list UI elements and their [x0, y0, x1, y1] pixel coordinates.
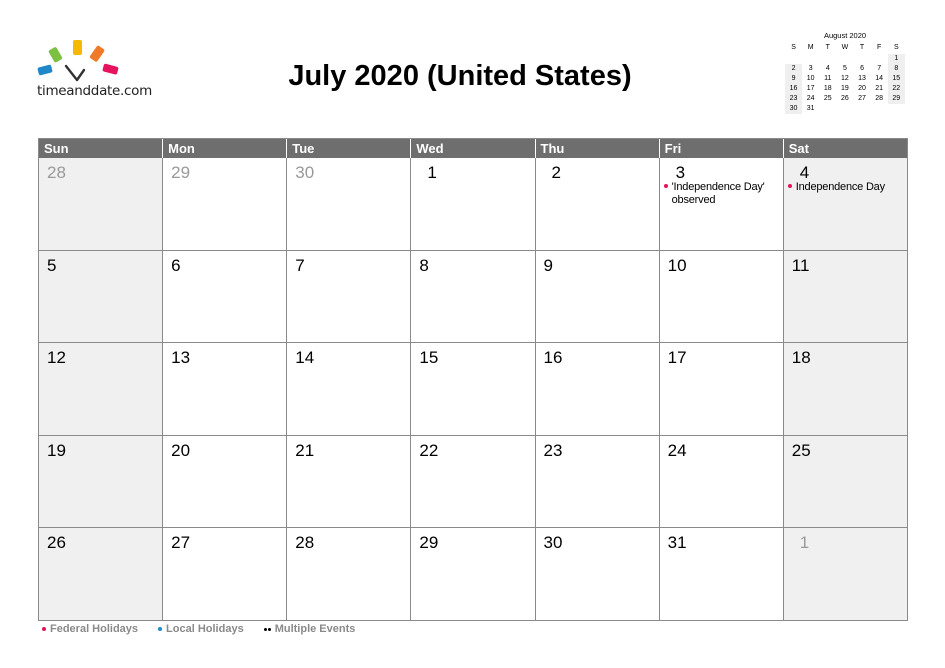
day-number: 25	[791, 440, 811, 460]
day-number: 24	[667, 440, 687, 460]
day-number: 1	[799, 533, 810, 553]
holiday-label: Independence Day	[795, 181, 885, 193]
federal-holiday-dot-icon	[664, 184, 668, 188]
mini-day: 19	[841, 85, 849, 92]
mini-calendar	[785, 30, 905, 114]
day-cell[interactable]	[660, 343, 784, 436]
day-cell[interactable]	[536, 158, 660, 251]
mini-day: 26	[841, 95, 849, 102]
day-cell[interactable]	[163, 158, 287, 251]
day-cell[interactable]	[411, 343, 535, 436]
mini-day: 31	[806, 105, 815, 112]
weekday-header-sat: Sat	[784, 139, 908, 158]
mini-day: 22	[888, 84, 905, 94]
day-number: 28	[47, 163, 66, 182]
day-cell[interactable]	[536, 343, 660, 436]
mini-weekday-label: S	[893, 44, 899, 51]
mini-day: 5	[842, 65, 847, 72]
day-cell[interactable]	[411, 251, 535, 344]
mini-day: 24	[806, 95, 815, 102]
weekday-header-wed: Wed	[411, 139, 535, 158]
day-cell[interactable]	[39, 158, 163, 251]
day-number: 11	[791, 255, 810, 275]
day-cell[interactable]	[784, 528, 908, 621]
day-number: 10	[667, 255, 687, 275]
mini-day	[854, 104, 871, 114]
day-cell[interactable]	[411, 528, 535, 621]
day-number: 18	[791, 348, 811, 368]
day-number: 12	[47, 348, 66, 368]
mini-day: 21	[875, 85, 884, 92]
day-number: 3	[675, 163, 686, 182]
legend	[42, 623, 355, 635]
day-cell[interactable]	[163, 343, 287, 436]
day-cell[interactable]	[660, 436, 784, 529]
day-number: 4	[799, 163, 810, 182]
mini-day: 11	[824, 75, 832, 82]
day-cell[interactable]	[287, 343, 411, 436]
calendar-grid	[39, 158, 908, 621]
weekday-header-tue: Tue	[287, 139, 411, 158]
day-number: 29	[419, 533, 439, 553]
day-cell[interactable]	[660, 158, 784, 251]
mini-day: 10	[806, 75, 815, 82]
day-events	[788, 181, 903, 194]
page-title: July 2020 (United States)	[288, 60, 632, 92]
day-number: 2	[551, 163, 561, 182]
day-cell[interactable]	[39, 528, 163, 621]
day-cell[interactable]	[411, 158, 535, 251]
multiple-dots-icon	[264, 628, 271, 631]
mini-weekday-label: T	[859, 44, 865, 51]
day-cell[interactable]	[287, 528, 411, 621]
day-number: 9	[543, 255, 553, 275]
mini-day: 18	[823, 85, 832, 92]
mini-day: 9	[785, 74, 802, 84]
legend-local	[158, 623, 244, 635]
logo-text: timeanddate.com	[37, 83, 152, 99]
day-cell[interactable]	[39, 436, 163, 529]
day-number: 15	[419, 348, 439, 368]
day-number: 1	[427, 163, 437, 182]
day-number: 8	[419, 255, 429, 275]
mini-day: 23	[785, 94, 802, 104]
day-cell[interactable]	[163, 436, 287, 529]
mini-day: 6	[860, 65, 865, 72]
mini-weekday-label: F	[877, 44, 882, 51]
mini-calendar-grid	[785, 42, 905, 114]
mini-day: 27	[858, 95, 866, 102]
legend-federal-label: Federal Holidays	[50, 623, 139, 635]
mini-day: 3	[808, 65, 813, 72]
mini-day	[836, 54, 853, 64]
weekday-header-mon: Mon	[163, 139, 287, 158]
day-cell[interactable]	[39, 343, 163, 436]
mini-calendar-title: August 2020	[823, 31, 867, 40]
mini-day: 7	[877, 65, 882, 72]
day-number: 27	[171, 533, 191, 553]
day-number: 16	[543, 348, 563, 368]
mini-day	[802, 54, 819, 64]
mini-day: 16	[785, 84, 802, 94]
mini-day	[819, 104, 836, 114]
day-number: 17	[667, 348, 687, 368]
month-calendar	[38, 138, 908, 621]
day-events	[664, 181, 779, 207]
day-cell[interactable]	[536, 251, 660, 344]
day-number: 5	[47, 255, 57, 275]
federal-dot-icon	[42, 627, 46, 631]
day-cell[interactable]	[660, 528, 784, 621]
weekday-header-fri: Fri	[660, 139, 784, 158]
mini-day: 29	[888, 94, 905, 104]
mini-day	[785, 54, 802, 64]
mini-day: 1	[888, 54, 905, 64]
mini-day	[854, 54, 871, 64]
day-cell[interactable]	[287, 158, 411, 251]
day-cell[interactable]	[660, 251, 784, 344]
weekday-header-sun: Sun	[39, 139, 163, 158]
day-cell[interactable]	[287, 251, 411, 344]
mini-weekday-label: M	[807, 44, 814, 51]
day-cell[interactable]	[39, 251, 163, 344]
mini-day	[871, 104, 888, 114]
day-number: 31	[667, 533, 687, 553]
day-number: 20	[171, 440, 191, 460]
day-number: 29	[171, 163, 191, 182]
mini-day	[871, 54, 888, 64]
weekday-header-thu: Thu	[536, 139, 660, 158]
legend-multiple-label: Multiple Events	[274, 623, 356, 635]
day-number: 7	[295, 255, 305, 275]
day-number: 19	[47, 440, 66, 460]
mini-day: 17	[806, 85, 815, 92]
day-number: 30	[543, 533, 563, 553]
day-number: 30	[295, 163, 315, 182]
day-number: 26	[47, 533, 66, 553]
legend-multiple	[264, 623, 356, 635]
mini-day: 25	[823, 95, 832, 102]
mini-day	[819, 54, 836, 64]
day-number: 21	[295, 440, 315, 460]
day-cell[interactable]	[784, 343, 908, 436]
legend-local-label: Local Holidays	[166, 623, 244, 635]
day-cell[interactable]	[163, 528, 287, 621]
legend-federal	[42, 623, 138, 635]
mini-weekday-label: T	[825, 44, 830, 51]
mini-day: 14	[875, 75, 884, 82]
holiday-label: 'Independence Day' observed	[671, 181, 765, 206]
day-cell[interactable]	[784, 251, 908, 344]
mini-day: 13	[858, 75, 866, 82]
day-cell[interactable]	[784, 158, 908, 251]
day-number: 22	[419, 440, 439, 460]
day-number: 28	[295, 533, 315, 553]
day-cell[interactable]	[784, 436, 908, 529]
federal-holiday-dot-icon	[788, 184, 792, 188]
day-cell[interactable]	[411, 436, 535, 529]
mini-weekday-label: S	[791, 44, 796, 51]
day-cell[interactable]	[163, 251, 287, 344]
mini-day	[836, 104, 853, 114]
day-number: 13	[171, 348, 191, 368]
mini-weekday-label: W	[841, 44, 849, 51]
mini-day	[888, 104, 905, 114]
weekday-header-row	[39, 139, 908, 158]
day-number: 14	[295, 348, 315, 368]
day-cell[interactable]	[536, 436, 660, 529]
mini-day: 8	[888, 64, 905, 74]
timeanddate-logo	[36, 38, 161, 102]
clock-logo-icon	[36, 38, 126, 88]
day-number: 23	[543, 440, 563, 460]
mini-day: 30	[785, 104, 802, 114]
day-number: 6	[171, 255, 181, 275]
day-cell[interactable]	[287, 436, 411, 529]
mini-day: 4	[825, 65, 830, 72]
mini-day: 28	[875, 95, 884, 102]
local-dot-icon	[158, 627, 162, 631]
holiday-event[interactable]	[788, 181, 903, 194]
mini-day: 20	[858, 85, 866, 92]
holiday-event[interactable]	[664, 181, 779, 207]
day-cell[interactable]	[536, 528, 660, 621]
mini-day: 12	[841, 75, 849, 82]
mini-day: 15	[888, 74, 905, 84]
mini-day: 2	[785, 64, 802, 74]
